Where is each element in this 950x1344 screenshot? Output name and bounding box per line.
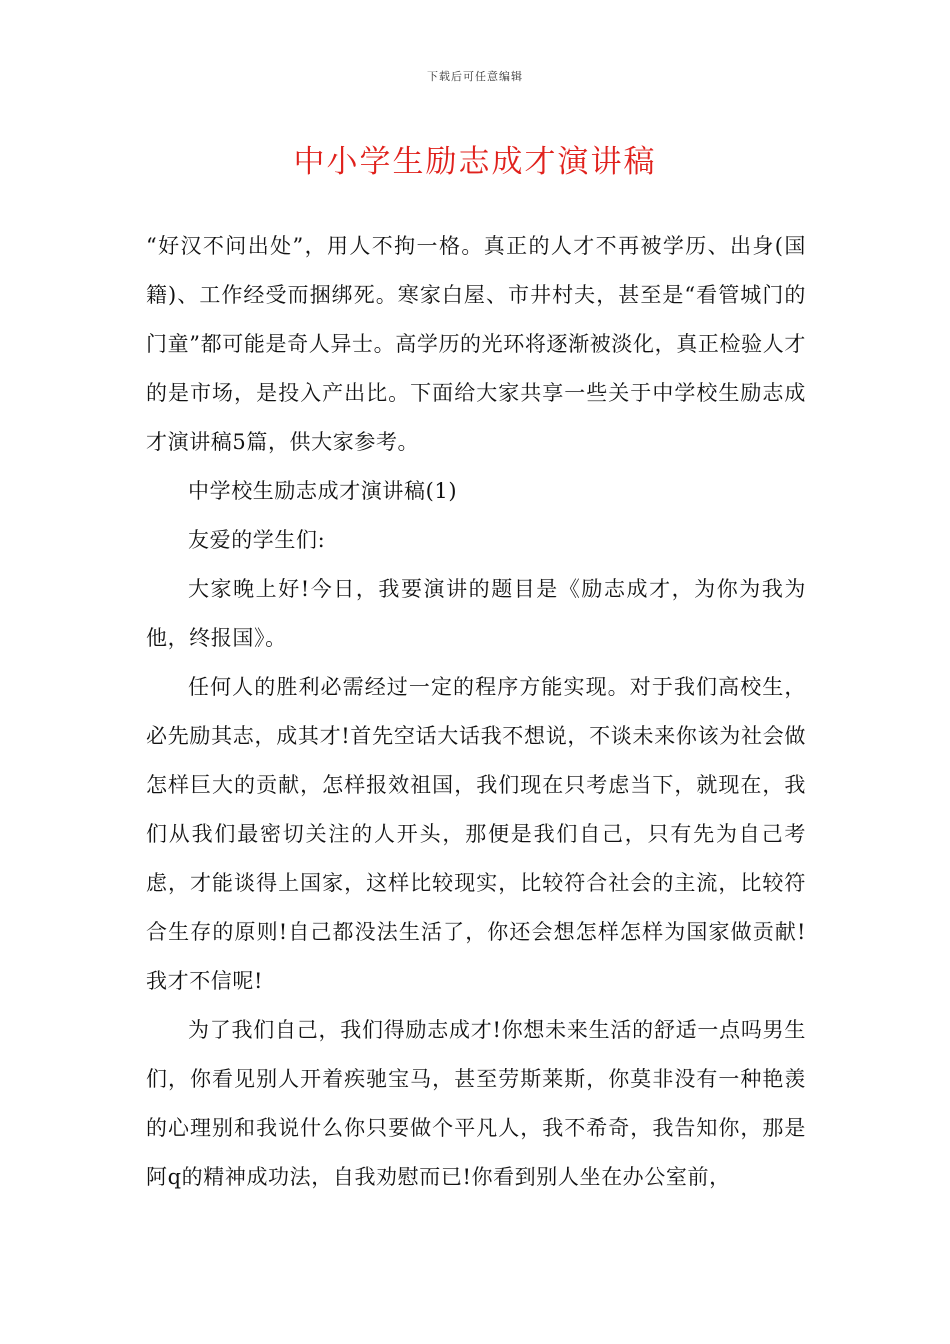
paragraph-salutation: 友爱的学生们: (188, 528, 326, 552)
document-body (146, 222, 806, 1202)
header-note: 下载后可任意编辑 (427, 70, 523, 83)
paragraph-greeting: 大家晚上好!今日，我要演讲的题目是《励志成才，为你为我为他，终报国》。 (146, 577, 806, 650)
paragraph-body-2: 为了我们自己，我们得励志成才!你想未来生活的舒适一点吗男生们，你看见别人开着疾驰宝马，甚至劳斯莱斯，你莫非没有一种艳羡的心理别和我说什么你只要做个平凡人，我不希奇，我告知你，那是阿q的精神成功法，自我劝慰而已!你看到别人坐在办公室前， (146, 1018, 806, 1189)
document-title: 中小学生励志成才演讲稿 (293, 144, 657, 180)
paragraph-intro: “好汉不问出处”，用人不拘一格。真正的人才不再被学历、出身(国籍)、工作经受而捆绑死。寒家白屋、市井村夫，甚至是“看管城门的门童”都可能是奇人异士。高学历的光环将逐渐被淡化，真正检验人才的是市场，是投入产出比。下面给大家共享一些关于中学校生励志成才演讲稿5篇，供大家参考。 (146, 234, 806, 454)
paragraph-section-heading: 中学校生励志成才演讲稿(1) (188, 479, 458, 503)
paragraph-body-1: 任何人的胜利必需经过一定的程序方能实现。对于我们高校生，必先励其志，成其才!首先空话大话我不想说，不谈未来你该为社会做怎样巨大的贡献，怎样报效祖国，我们现在只考虑当下，就现在，我们从我们最密切关注的人开头，那便是我们自己，只有先为自己考虑，才能谈得上国家，这样比较现实，比较符合社会的主流，比较符合生存的原则!自己都没法生活了，你还会想怎样怎样为国家做贡献!我才不信呢! (146, 675, 806, 993)
